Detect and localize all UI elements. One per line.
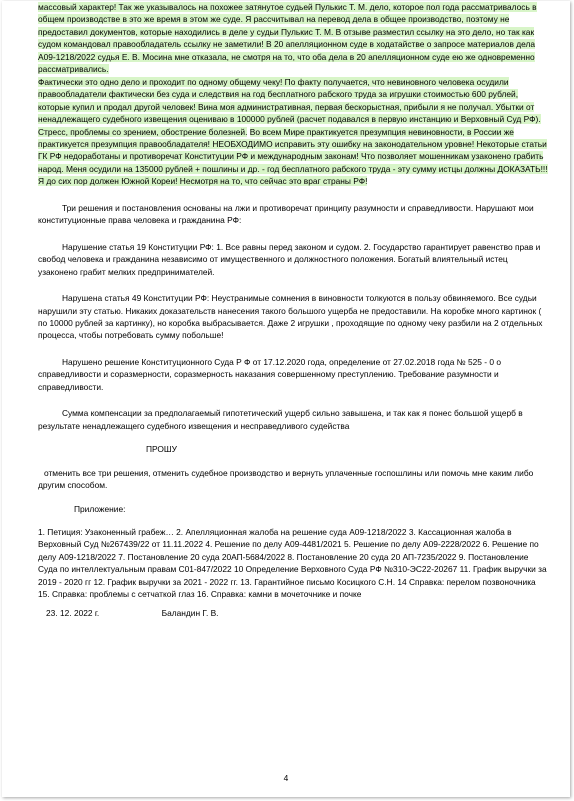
paragraph-constitutional-court: Нарушено решение Конституционного Суда Р Ф от 17.12.2020 года, определение от 27.02.2018 года № 525 - 0 о справедливости и соразмерности, соразмерность наказания совершенному преступлению. Требование разумности и справедливости. [38,356,502,392]
document-page [2,1,570,797]
document-body [38,1,548,619]
paragraph-article-49: Нарушена статья 49 Конституции РФ: Неустранимые сомнения в виновности толкуются в пользу обвиняемого. Все судьи нарушили эту статью. Никаких доказательств нанесения такого большого ущерба не предоставили. На коробке много картинок ( по 10000 рублей за картинку), но коробка выбрасывается. Даже 2 игрушки , проходящие по одному чеку разбили на 2 отдельных процесса, чтобы потребовать сумму побольше! [38,293,543,341]
paragraph-decisions: Три решения и постановления основаны на лжи и противоречат принципу разумности и справедливости. Нарушают мои конституционные права человека и гражданина РФ: [38,202,534,226]
paragraph-request: отменить все три решения, отменить судебное производство и вернуть уплаченные госпошлины или помочь мне каким либо другим способом. [38,467,534,491]
paragraph-article-19: Нарушение статья 19 Конституции РФ: 1. Все равны перед законом и судом. 2. Государство гарантирует равенство прав и свобод человека и гражданина независимо от имущественного и должностного положения. Богатый влиятельный истец узаконено грабит мелких предпринимателей. [38,241,541,277]
highlighted-text: массовый характер! Так же указывалось на похожее затянутое судьей Пулькис Т. М. дело, которое пол года рассматривалось в общем производстве в это же время в этом же суде. Я рассчитывал на перевод дела в общее производство, поэтому не предоставил документов, которые находились в деле у судьи Пулькис Т. М. В отзыве разместил ссылку на это дело, но так как судом командовал правообладатель ссылку не заметили! В 20 апелляционном суде в ходатайстве о запросе материалов дела А09-1218/2022 судья Е. В. Мосина мне отказала, не смотря на то, что оба дела в 20 апелляционном суде ею же одновременно рассматривались. [38,2,537,75]
signature-line [46,607,548,619]
appendix-list: 1. Петиция: Узаконенный грабеж… 2. Апелляционная жалоба на решение суда А09-1218/2022 3. Кассационная жалоба в Верховный Суд №267439/22 от 11.11.2022 4. Решение по делу А09-4481/2021 5. Решение по делу А09-2228/2022 6. Решение по делу А09-1218/2022 7. Постановление 20 суда 20АП-5684/2022 8. Постановление 20 суда 20 АП-7235/2022 9. Постановление Суда по интеллектуальным правам С01-847/2022 10 Определение Верховного Суда РФ №310-ЭС22-20267 11. График выручки за 2019 - 2020 гг 12. График выручки за 2021 - 2022 гг. 13. Гарантийное письмо Косицкого С.Н. 14 Справка: перелом позвоночника 15. Справка: проблемы с сетчаткой глаз 16. Справка: камни в мочеточнике и почке [38,526,547,600]
paragraph-intro [38,1,548,188]
appendix-heading: Приложение: [74,503,126,514]
prosh-heading: ПРОШУ [146,444,177,455]
highlighted-text: Во всем Мире практикуется презумпция невиновности, в России же практикуется презумпция правообладателя! НЕОБХОДИМО исправить эту ошибку на законодательном уровне! Некоторые статьи ГК РФ недоработаны и противоречат Конституции РФ и международным законам! Что позволяет мошенникам узаконено грабить народ. Меня осудили на 135000 рублей + пошлины и др. - год бесплатного рабского труда - эту сумму истцы должны ДОКАЗАТЬ!!! Я до сих пор должен Южной Кореи! Несмотря на то, что сейчас это враг страны РФ! [38,126,548,187]
highlighted-text: Фактически это одно дело и проходит по одному общему чеку! По факту получается, что невиновного человека осудили правообладатели фактически без суда и следствия на год бесплатного рабского труда за игрушки стоимостью 600 рублей, которые купил и продал другой человек! Вина моя административная, первая бескорыстная, прибыли я не получал. Убытки от ненадлежащего судебного извещения оцениваю в 100000 рублей (расчет подавался в первую инстанцию и Верховный Суд РФ). Стресс, проблемы со зрением, обострение болезней. [38,76,541,137]
paragraph-compensation: Сумма компенсации за предполагаемый гипотетический ущерб сильно завышена, и так как я понес большой ущерб в результате ненадлежащего судебного извещения и несправедливого судейства [38,408,523,431]
signature-date: 23. 12. 2022 г. [46,607,100,618]
signature-name: Баландин Г. В. [161,607,219,618]
page-number: 4 [283,773,289,783]
